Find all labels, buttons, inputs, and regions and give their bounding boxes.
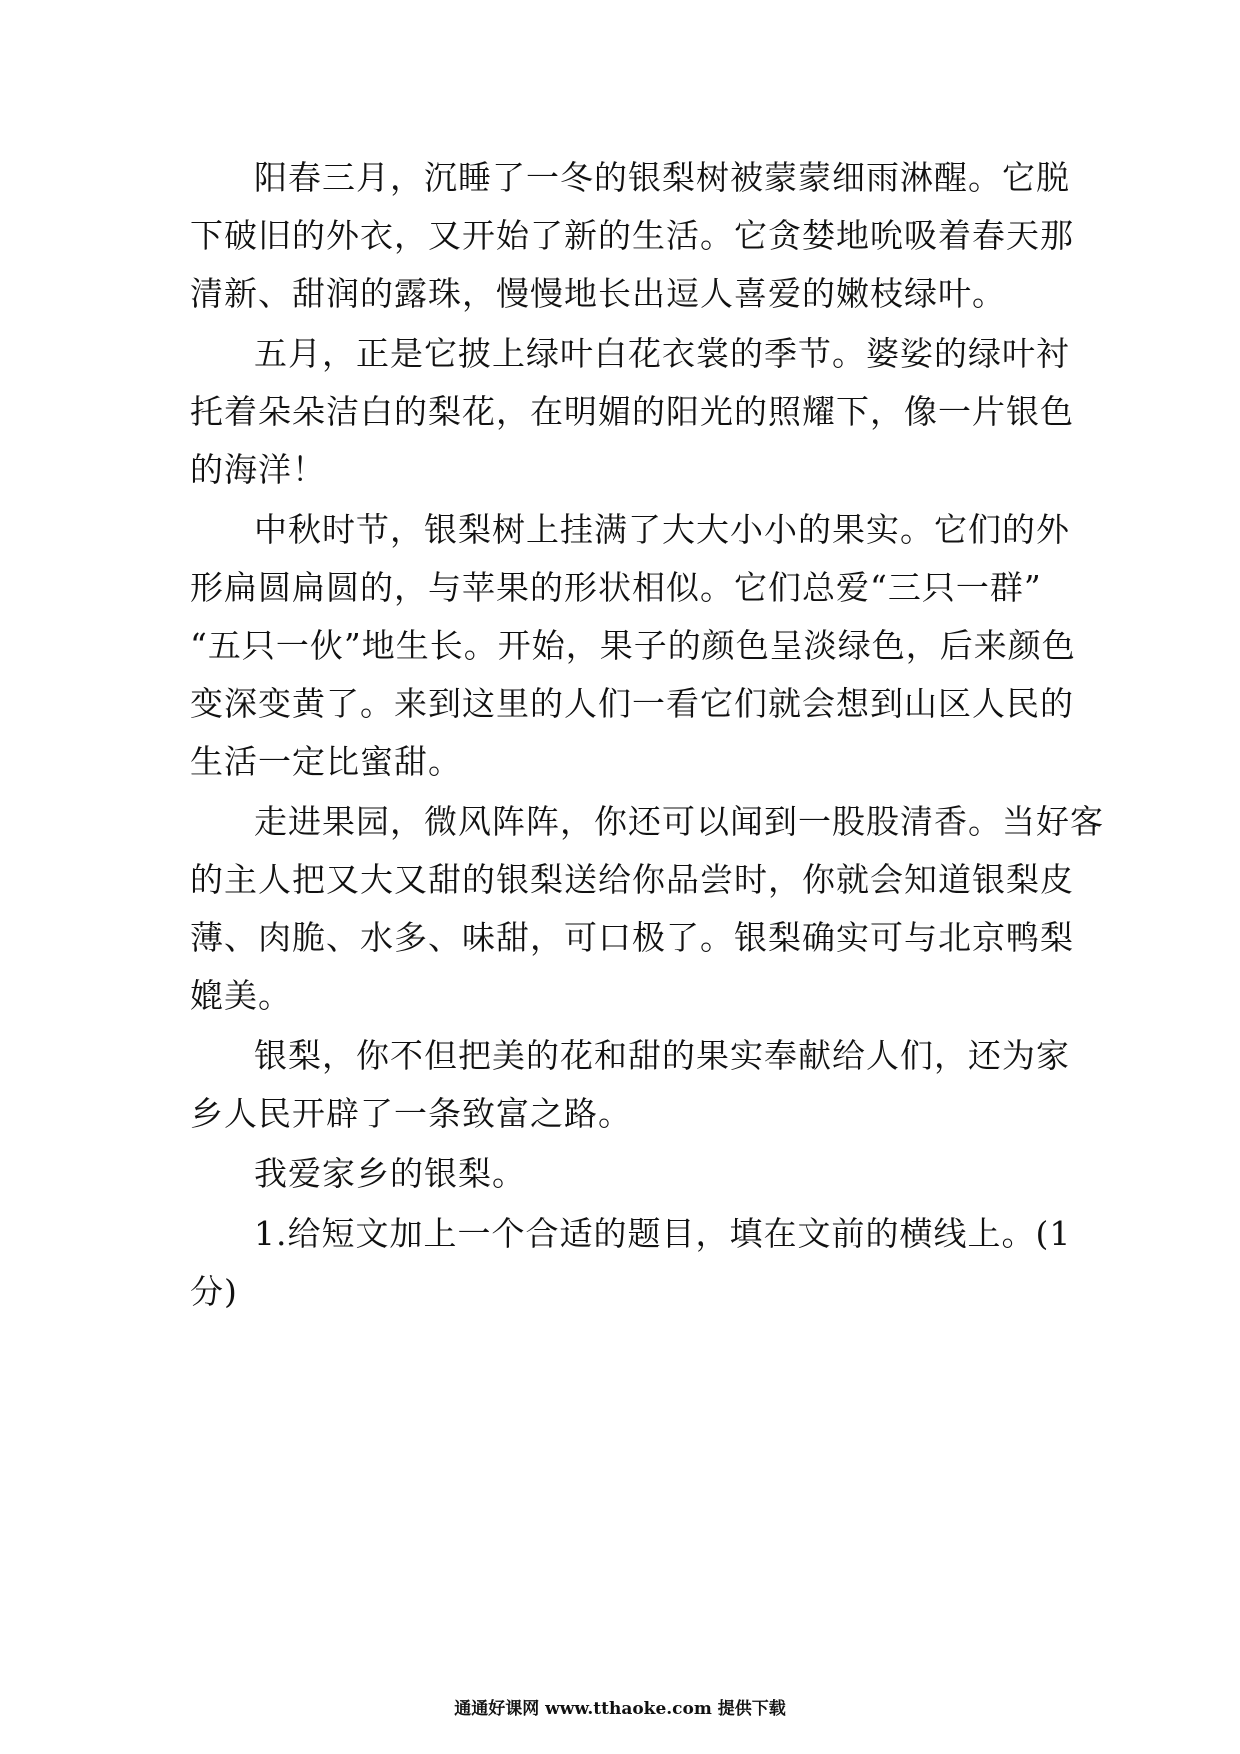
paragraph-2-line-3: 的海洋！ — [190, 450, 326, 489]
paragraph-3-line-1: 中秋时节，银梨树上挂满了大大小小的果实。它们的外 — [254, 510, 1070, 549]
footer-download-note: 通通好课网 www.tthaoke.com 提供下载 — [454, 1699, 786, 1719]
paragraph-4-line-2: 的主人把又大又甜的银梨送给你品尝时，你就会知道银梨皮 — [190, 860, 1074, 899]
paragraph-5-line-2: 乡人民开辟了一条致富之路。 — [190, 1094, 632, 1133]
paragraph-4-line-4: 媲美。 — [190, 976, 292, 1015]
question-1-line-1: 1.给短文加上一个合适的题目，填在文前的横线上。(1 — [254, 1214, 1072, 1253]
paragraph-3-line-2: 形扁圆扁圆的，与苹果的形状相似。它们总爱“三只一群” — [190, 568, 1042, 607]
paragraph-4-line-3: 薄、肉脆、水多、味甜，可口极了。银梨确实可与北京鸭梨 — [190, 918, 1074, 957]
paragraph-4-line-1: 走进果园，微风阵阵，你还可以闻到一股股清香。当好客 — [254, 802, 1104, 841]
paragraph-5-line-1: 银梨，你不但把美的花和甜的果实奉献给人们，还为家 — [254, 1036, 1070, 1075]
paragraph-3-line-5: 生活一定比蜜甜。 — [190, 742, 462, 781]
paragraph-6-line-1: 我爱家乡的银梨。 — [254, 1154, 526, 1193]
paragraph-3-line-3: “五只一伙”地生长。开始，果子的颜色呈淡绿色，后来颜色 — [190, 626, 1076, 665]
question-1-line-2: 分) — [190, 1272, 238, 1311]
paragraph-2-line-2: 托着朵朵洁白的梨花，在明媚的阳光的照耀下，像一片银色 — [190, 392, 1074, 431]
paragraph-1-line-3: 清新、甜润的露珠，慢慢地长出逗人喜爱的嫩枝绿叶。 — [190, 274, 1006, 313]
paragraph-3-line-4: 变深变黄了。来到这里的人们一看它们就会想到山区人民的 — [190, 684, 1074, 723]
paragraph-2-line-1: 五月，正是它披上绿叶白花衣裳的季节。婆娑的绿叶衬 — [254, 334, 1070, 373]
paragraph-1-line-1: 阳春三月，沉睡了一冬的银梨树被蒙蒙细雨淋醒。它脱 — [254, 158, 1070, 197]
paragraph-1-line-2: 下破旧的外衣，又开始了新的生活。它贪婪地吮吸着春天那 — [190, 216, 1074, 255]
